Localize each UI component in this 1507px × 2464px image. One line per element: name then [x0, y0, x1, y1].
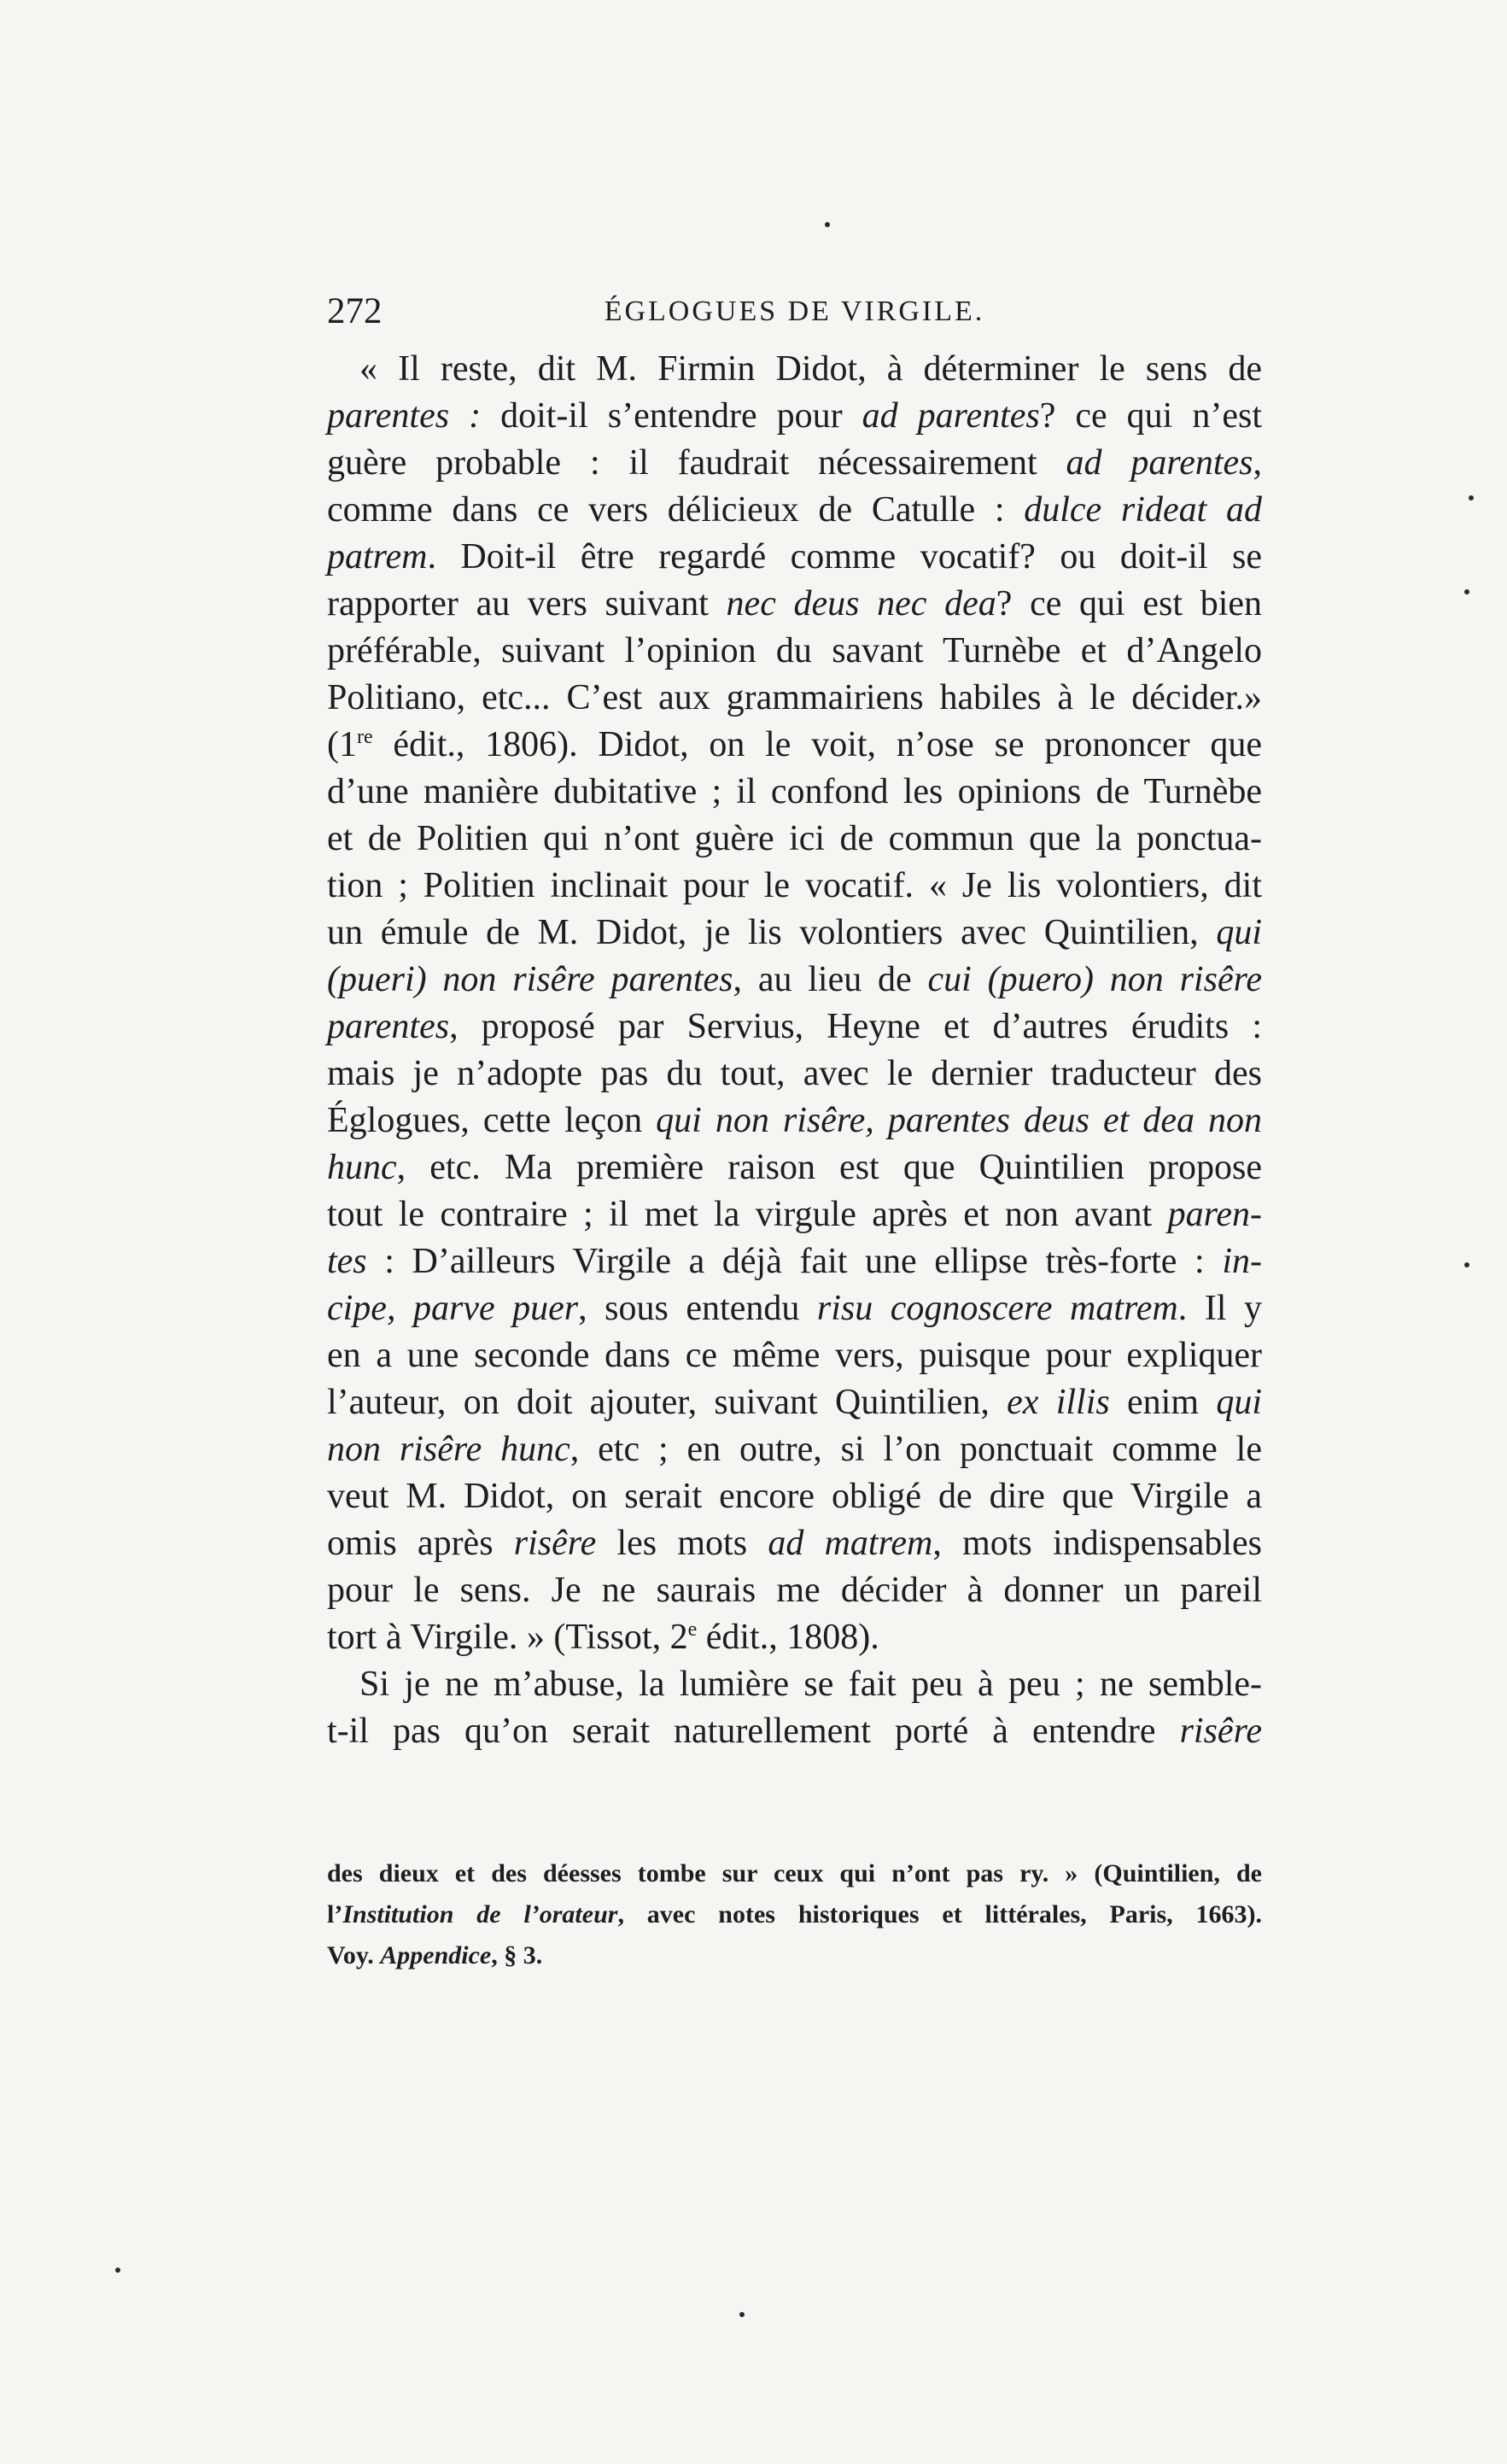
text-line: hunc, etc. Ma première raison est que Quintilien propose — [327, 1148, 1262, 1187]
footnote-line: l’Institution de l’orateur, avec notes historiques et littérales, Paris, 1663). — [327, 1900, 1262, 1928]
text-line: (1re édit., 1806). Didot, on le voit, n’ose se prononcer que — [327, 725, 1262, 764]
text-line: veut M. Didot, on serait encore obligé de dire que Virgile a — [327, 1477, 1262, 1516]
text-line: non risêre hunc, etc ; en outre, si l’on ponctuait comme le — [327, 1430, 1262, 1469]
text-line: tes : D’ailleurs Virgile a déjà fait une ellipse très-forte : in- — [327, 1242, 1262, 1281]
text-line: Politiano, etc... C’est aux grammairiens habiles à le décider.» — [327, 678, 1262, 717]
text-line: tort à Virgile. » (Tissot, 2e édit., 1808). — [327, 1618, 879, 1657]
text-line: préférable, suivant l’opinion du savant Turnèbe et d’Angelo — [327, 631, 1262, 670]
footnote — [327, 1853, 1262, 1976]
text-line: en a une seconde dans ce même vers, puisque pour expliquer — [327, 1336, 1262, 1375]
text-line: et de Politien qui n’ont guère ici de commun que la ponctua- — [327, 819, 1262, 858]
text-line: mais je n’adopte pas du tout, avec le dernier traducteur des — [327, 1054, 1262, 1093]
main-text — [327, 346, 1262, 1755]
text-line: patrem. Doit-il être regardé comme vocatif? ou doit-il se — [327, 537, 1262, 576]
text-line: (pueri) non risêre parentes, au lieu de cui (puero) non risêre — [327, 960, 1263, 999]
ink-speck — [825, 222, 830, 227]
text-line: un émule de M. Didot, je lis volontiers avec Quintilien, qui — [327, 913, 1262, 952]
text-line: t-il pas qu’on serait naturellement porté à entendre risêre — [327, 1712, 1262, 1751]
text-line: Églogues, cette leçon qui non risêre, parentes deus et dea non — [327, 1101, 1262, 1140]
text-line: rapporter au vers suivant nec deus nec dea? ce qui est bien — [327, 584, 1263, 623]
text-line: guère probable : il faudrait nécessairement ad parentes, — [327, 443, 1262, 483]
page-number: 272 — [327, 291, 383, 331]
footnote-line: des dieux et des déesses tombe sur ceux qui n’ont pas ry. » (Quintilien, de — [327, 1859, 1262, 1888]
text-line: pour le sens. Je ne saurais me décider à donner un pareil — [327, 1571, 1262, 1610]
text-line: parentes : doit-il s’entendre pour ad parentes? ce qui n’est — [327, 396, 1262, 436]
ink-speck — [1464, 1262, 1469, 1267]
text-line: Si je ne m’abuse, la lumière se fait peu à peu ; ne semble- — [359, 1665, 1262, 1704]
text-line: d’une manière dubitative ; il confond les opinions de Turnèbe — [327, 772, 1262, 811]
page-header — [327, 290, 1262, 333]
text-line: cipe, parve puer, sous entendu risu cognoscere matrem. Il y — [327, 1289, 1262, 1328]
ink-speck — [739, 2312, 745, 2317]
footnote-line: Voy. Appendice, § 3. — [327, 1941, 543, 1969]
text-line: tout le contraire ; il met la virgule après et non avant paren- — [327, 1195, 1262, 1234]
text-line: tion ; Politien inclinait pour le vocatif. « Je lis volontiers, dit — [327, 866, 1262, 905]
text-line: l’auteur, on doit ajouter, suivant Quintilien, ex illis enim qui — [327, 1383, 1262, 1422]
ink-speck — [115, 2268, 120, 2273]
text-line: omis après risêre les mots ad matrem, mots indispensables — [327, 1524, 1262, 1563]
running-title: ÉGLOGUES DE VIRGILE. — [604, 296, 985, 327]
ink-speck — [1464, 589, 1469, 594]
text-line: parentes, proposé par Servius, Heyne et d’autres érudits : — [327, 1007, 1262, 1046]
text-line: comme dans ce vers délicieux de Catulle : dulce rideat ad — [327, 490, 1262, 530]
text-line: « Il reste, dit M. Firmin Didot, à déterminer le sens de — [359, 349, 1262, 389]
ink-speck — [1469, 495, 1474, 500]
